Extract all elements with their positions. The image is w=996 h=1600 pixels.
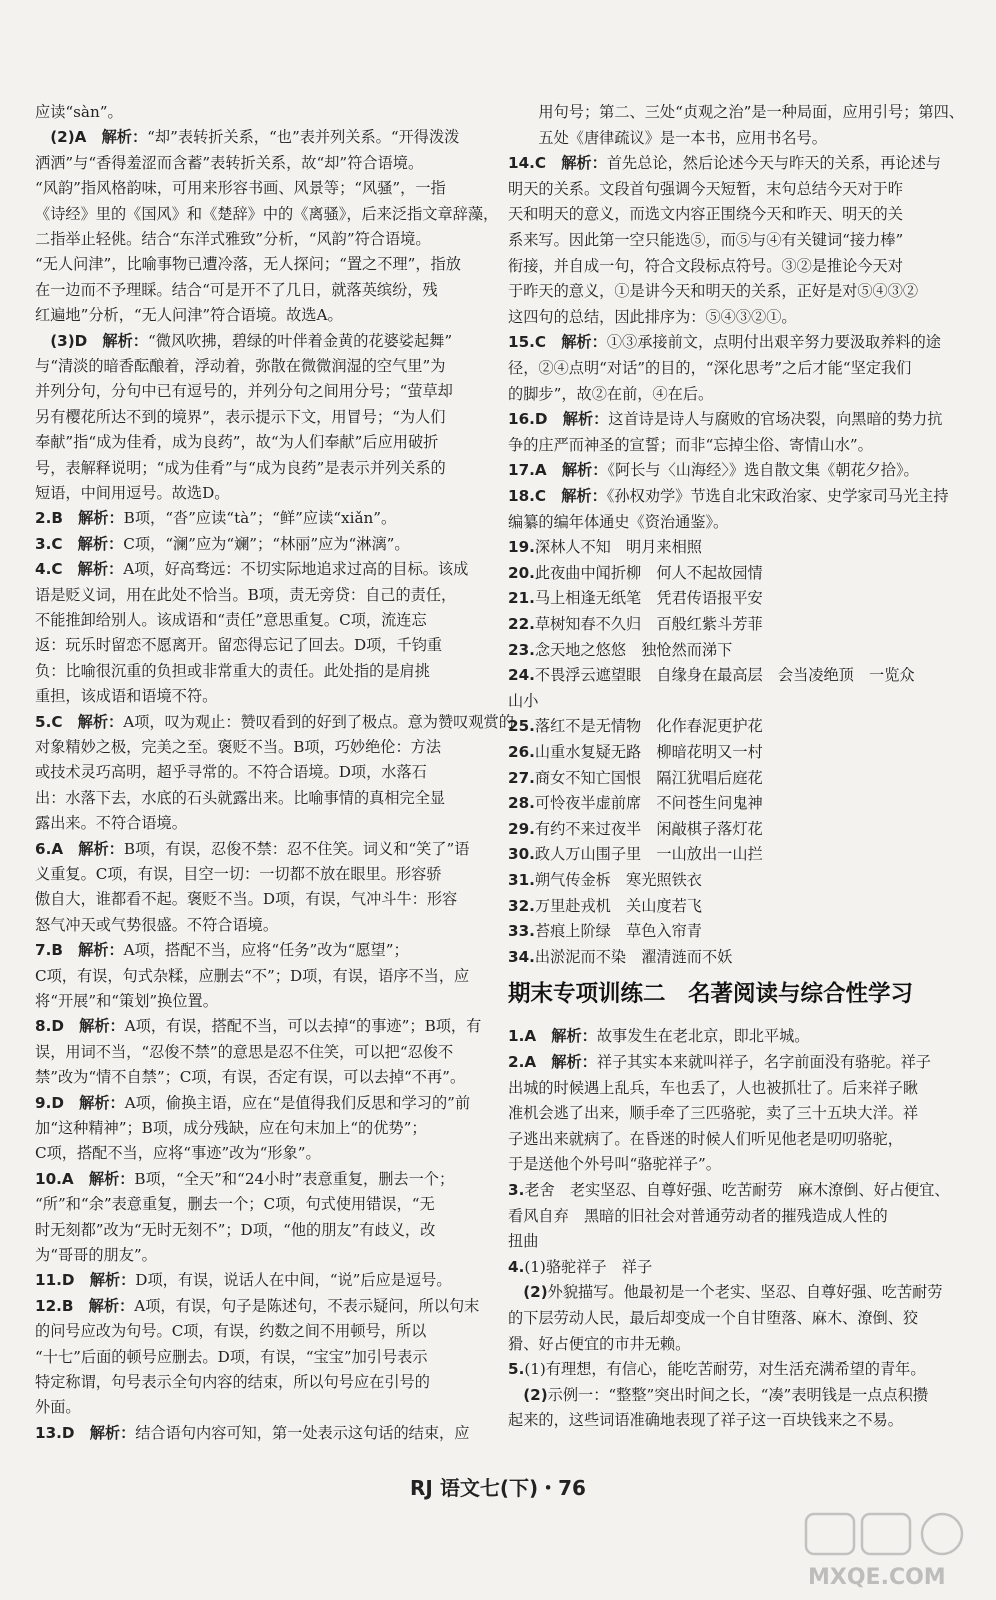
text-line: 9.D 解析：A项，偷换主语，应在“是值得我们反思和学习的”前 (35, 1093, 471, 1112)
text-line: 或技术灵巧高明，超乎寻常的。不符合语境。D项，水落石 (35, 763, 427, 782)
text-line: 5.C 解析：A项，叹为观止：赞叹看到的好到了极点。意为赞叹观赏的 (35, 712, 514, 731)
text-line: 14.C 解析：首先总论，然后论述今天与昨天的关系，再论述与 (508, 154, 941, 173)
text-line: 扭曲 (508, 1232, 539, 1251)
text-line: 另有樱花所达不到的境界”，表示提示下文，用冒号；“为人们 (35, 407, 446, 426)
text-line: 33.苔痕上阶绿 草色入帘青 (508, 922, 702, 941)
text-line: 禁”改为“情不自禁”；C项，有误，否定有误，可以去掉“不再”。 (35, 1068, 466, 1087)
text-line: 7.B 解析：A项，搭配不当，应将“任务”改为“愿望”； (35, 941, 409, 960)
text-line: 短语，中间用逗号。故选D。 (35, 484, 230, 502)
text-line: 特定称谓，句号表示全句内容的结束，所以句号应在引号的 (35, 1373, 430, 1391)
text-line: 天和明天的意义，而选文内容正围绕今天和昨天、明天的关 (508, 205, 903, 224)
text-line: 16.D 解析：这首诗是诗人与腐败的官场决裂，向黑暗的势力抗 (508, 410, 943, 429)
text-line: 2.A 解析：祥子其实本来就叫祥子，名字前面没有骆驼。祥子 (508, 1053, 931, 1071)
text-line: 6.A 解析：B项，有误，忍俊不禁：忍不住笑。词义和“笑了”语 (35, 839, 470, 858)
text-line: 为“哥哥的朋友”。 (35, 1246, 157, 1264)
text-line: 26.山重水复疑无路 柳暗花明又一村 (508, 743, 763, 761)
text-line: 负：比喻很沉重的负担或非常重大的责任。此处指的是肩挑 (35, 661, 430, 680)
text-line: 1.A 解析：故事发生在老北京，即北平城。 (508, 1027, 810, 1046)
text-line: 怒气冲天或气势很盛。不符合语境。 (35, 915, 278, 934)
text-line: 5.(1)有理想，有信心，能吃苦耐劳，对生活充满希望的青年。 (508, 1360, 926, 1379)
text-line: 号，表解释说明；“成为佳肴”与“成为良药”是表示并列关系的 (35, 458, 446, 477)
text-line: 20.此夜曲中闻折柳 何人不起故园情 (508, 563, 763, 582)
text-line: (2)外貌描写。他最初是一个老实、坚忍、自尊好强、吃苦耐劳 (508, 1283, 943, 1302)
text-line: 编纂的编年体通史《资治通鉴》。 (508, 512, 729, 531)
text-line: 二指举止轻佻。结合“东洋式雅致”分析，“风韵”符合语境。 (35, 230, 431, 248)
text-line: “风韵”指风格韵味，可用来形容书画、风景等；“风骚”，一指 (35, 179, 446, 198)
text-line: 起来的，这些词语准确地表现了祥子这一百块钱来之不易。 (508, 1411, 903, 1430)
text-line: 明天的关系。文段首句强调今天短暂，末句总结今天对于昨 (508, 179, 903, 198)
text-line: 子逃出来就病了。在昏迷的时候人们听见他老是叨叨骆驼， (508, 1129, 903, 1148)
text-line: 32.万里赴戎机 关山度若飞 (508, 896, 702, 915)
text-line: 在一边而不予理睬。结合“可是开不了几日，就落英缤纷，残 (35, 280, 438, 299)
text-line: 山小 (508, 691, 539, 710)
text-line: 11.D 解析：D项，有误，说话人在中间，“说”后应是逗号。 (35, 1271, 452, 1290)
text-line: 看风自弃 黑暗的旧社会对普通劳动者的摧残造成人性的 (508, 1206, 888, 1225)
text-line: (2)示例一：“整整”突出时间之长，“凑”表明钱是一点点积攒 (508, 1385, 929, 1404)
text-line: 的问号应改为句号。C项，有误，约数之间不用顿号，所以 (35, 1322, 427, 1341)
text-line: 语是贬义词，用在此处不恰当。B项，责无旁贷：自己的责任， (35, 585, 457, 604)
text-line: C项，搭配不当，应将“事迹”改为“形象”。 (35, 1144, 321, 1163)
text-line: 23.念天地之悠悠 独怆然而涕下 (508, 640, 733, 659)
text-line: 奉献”指“成为佳肴，成为良药”，故“为人们奉献”后应用破折 (35, 433, 439, 452)
section-heading: 期末专项训练二 名著阅读与综合性学习 (508, 981, 914, 1008)
text-line: 这四句的总结，因此排序为：⑤④③②①。 (508, 307, 797, 326)
text-line: 8.D 解析：A项，有误，搭配不当，可以去掉“的事迹”；B项，有 (35, 1017, 482, 1036)
text-line: 洒洒”与“香得羞涩而含蓄”表转折关系，故“却”符合语境。 (35, 153, 424, 172)
text-line: 24.不畏浮云遮望眼 自缘身在最高层 会当凌绝顶 一览众 (508, 666, 915, 685)
text-line: 红遍地”分析，“无人问津”符合语境。故选A。 (35, 306, 343, 325)
text-line: 34.出淤泥而不染 濯清涟而不妖 (508, 947, 733, 966)
text-line: 将“开展”和“策划”换位置。 (35, 992, 218, 1010)
watermark-logo (802, 1510, 978, 1592)
text-line: “所”和“余”表意重复，删去一个；C项，句式使用错误，“无 (35, 1195, 435, 1214)
text-line: 返：玩乐时留恋不愿离开。留恋得忘记了回去。D项，千钧重 (35, 636, 443, 655)
text-line: 争的庄严而神圣的宣誓；而非“忘掉尘俗、寄情山水”。 (508, 435, 873, 454)
text-line: 于是送他个外号叫“骆驼祥子”。 (508, 1155, 721, 1174)
text-line: 傲自大，谁都看不起。褒贬不当。D项，有误，气冲斗牛：形容 (35, 890, 458, 909)
text-line: 28.可怜夜半虚前席 不问苍生问鬼神 (508, 794, 763, 813)
page-footer: RJ 语文七(下)・76 (410, 1476, 586, 1500)
text-line: 猾、好占便宜的市井无赖。 (508, 1334, 691, 1353)
text-line: 于昨天的意义，①是讲今天和明天的关系，正好是对⑤④③② (508, 282, 919, 301)
text-line: 时无刻都”改为“无时无刻不”；D项，“他的朋友”有歧义，改 (35, 1220, 436, 1239)
text-line: 不能推卸给别人。该成语和“责任”意思重复。C项，流连忘 (35, 611, 427, 629)
text-line: 《诗经》里的《国风》和《楚辞》中的《离骚》，后来泛指文章辞藻， (35, 204, 499, 223)
text-line: 应读“sàn”。 (35, 103, 123, 121)
text-line: 准机会逃了出来，顺手牵了三匹骆驼，卖了三十五块大洋。祥 (508, 1104, 919, 1123)
text-line: 重担，该成语和语境不符。 (35, 687, 218, 706)
text-line: 10.A 解析：B项，“全天”和“24小时”表意重复，删去一个； (35, 1169, 455, 1188)
text-line: (2)A 解析：“却”表转折关系，“也”表并列关系。“开得泼泼 (35, 128, 460, 147)
text-line: 系来写。因此第一空只能选⑤，而⑤与④有关键词“接力棒” (508, 231, 904, 249)
text-line: 15.C 解析：①③承接前文，点明付出艰辛努力要汲取养料的途 (508, 333, 941, 352)
text-line: 露出来。不符合语境。 (35, 814, 187, 833)
text-line: 21.马上相逢无纸笔 凭君传语报平安 (508, 589, 763, 608)
text-line: 19.深林人不知 明月来相照 (508, 538, 702, 557)
text-line: 与“清淡的暗香酝酿着，浮动着，弥散在微微润湿的空气里”为 (35, 357, 446, 375)
text-line: 对象精妙之极，完美之至。褒贬不当。B项，巧妙绝伦：方法 (35, 738, 442, 756)
text-line: 31.朔气传金柝 寒光照铁衣 (508, 871, 702, 889)
text-line: 17.A 解析：《阿长与〈山海经〉》选自散文集《朝花夕拾》。 (508, 461, 919, 480)
text-line: 4.C 解析：A项，好高骛远：不切实际地追求过高的目标。该成 (35, 560, 469, 579)
text-line: 出城的时候遇上乱兵，车也丢了，人也被抓壮了。后来祥子瞅 (508, 1078, 919, 1097)
svg-text:MXQE.COM: MXQE.COM (808, 1565, 946, 1590)
text-line: 22.草树知春不久归 百般红紫斗芳菲 (508, 615, 763, 633)
text-line: 加“这种精神”；B项，成分残缺，应在句末加上“的优势”； (35, 1119, 427, 1137)
text-line: 2.B 解析：B项，“沓”应读“tà”；“鲜”应读“xiǎn”。 (35, 509, 397, 528)
text-line: 3.老舍 老实坚忍、自尊好强、吃苦耐劳 麻木潦倒、好占便宜、 (508, 1181, 950, 1199)
text-line: C项，有误，句式杂糅，应删去“不”；D项，有误，语序不当，应 (35, 966, 470, 985)
text-line: 五处《唐律疏议》是一本书，应用书名号。 (508, 128, 827, 147)
text-line: 的脚步”，故②在前，④在后。 (508, 384, 714, 403)
text-line: 25.落红不是无情物 化作春泥更护花 (508, 717, 763, 736)
text-line: 并列分句，分句中已有逗号的，并列分句之间用分号；“萤草却 (35, 382, 453, 401)
text-line: 4.(1)骆驼祥子 祥子 (508, 1257, 653, 1276)
text-line: 30.政人万山围子里 一山放出一山拦 (508, 845, 763, 864)
text-line: 径，②④点明“对话”的目的，“深化思考”之后才能“坚定我们 (508, 359, 912, 377)
text-line: 3.C 解析：C项，“澜”应为“斓”；“林丽”应为“淋漓”。 (35, 534, 410, 553)
text-line: 外面。 (35, 1398, 81, 1417)
text-line: “十七”后面的顿号应删去。D项，有误，“宝宝”加引号表示 (35, 1347, 428, 1366)
text-line: (3)D 解析：“微风吹拂，碧绿的叶伴着金黄的花婆娑起舞” (35, 331, 453, 350)
text-line: 29.有约不来过夜半 闲敲棋子落灯花 (508, 819, 763, 838)
text-line: 13.D 解析：结合语句内容可知，第一处表示这句话的结束，应 (35, 1423, 470, 1442)
text-line: 的下层劳动人民，最后却变成一个自甘堕落、麻木、潦倒、狡 (508, 1309, 919, 1327)
text-line: 12.B 解析：A项，有误，句子是陈述句，不表示疑问，所以句末 (35, 1296, 480, 1315)
text-line: “无人问津”，比喻事物已遭冷落，无人探问；“置之不理”，指放 (35, 255, 461, 274)
text-line: 误，用词不当，“忍俊不禁”的意思是忍不住笑，可以把“忍俊不 (35, 1042, 454, 1061)
text-line: 用句号；第二、三处“贞观之治”是一种局面，应用引号；第四、 (508, 103, 964, 121)
text-line: 衔接，并自成一句，符合文段标点符号。③②是推论今天对 (508, 256, 903, 275)
text-line: 27.商女不知亡国恨 隔江犹唱后庭花 (508, 768, 763, 787)
text-line: 出：水落下去，水底的石头就露出来。比喻事情的真相完全显 (35, 788, 446, 807)
text-line: 义重复。C项，有误，目空一切：一切都不放在眼里。形容骄 (35, 865, 442, 883)
text-line: 18.C 解析：《孙权劝学》节选自北宋政治家、史学家司马光主持 (508, 487, 949, 505)
